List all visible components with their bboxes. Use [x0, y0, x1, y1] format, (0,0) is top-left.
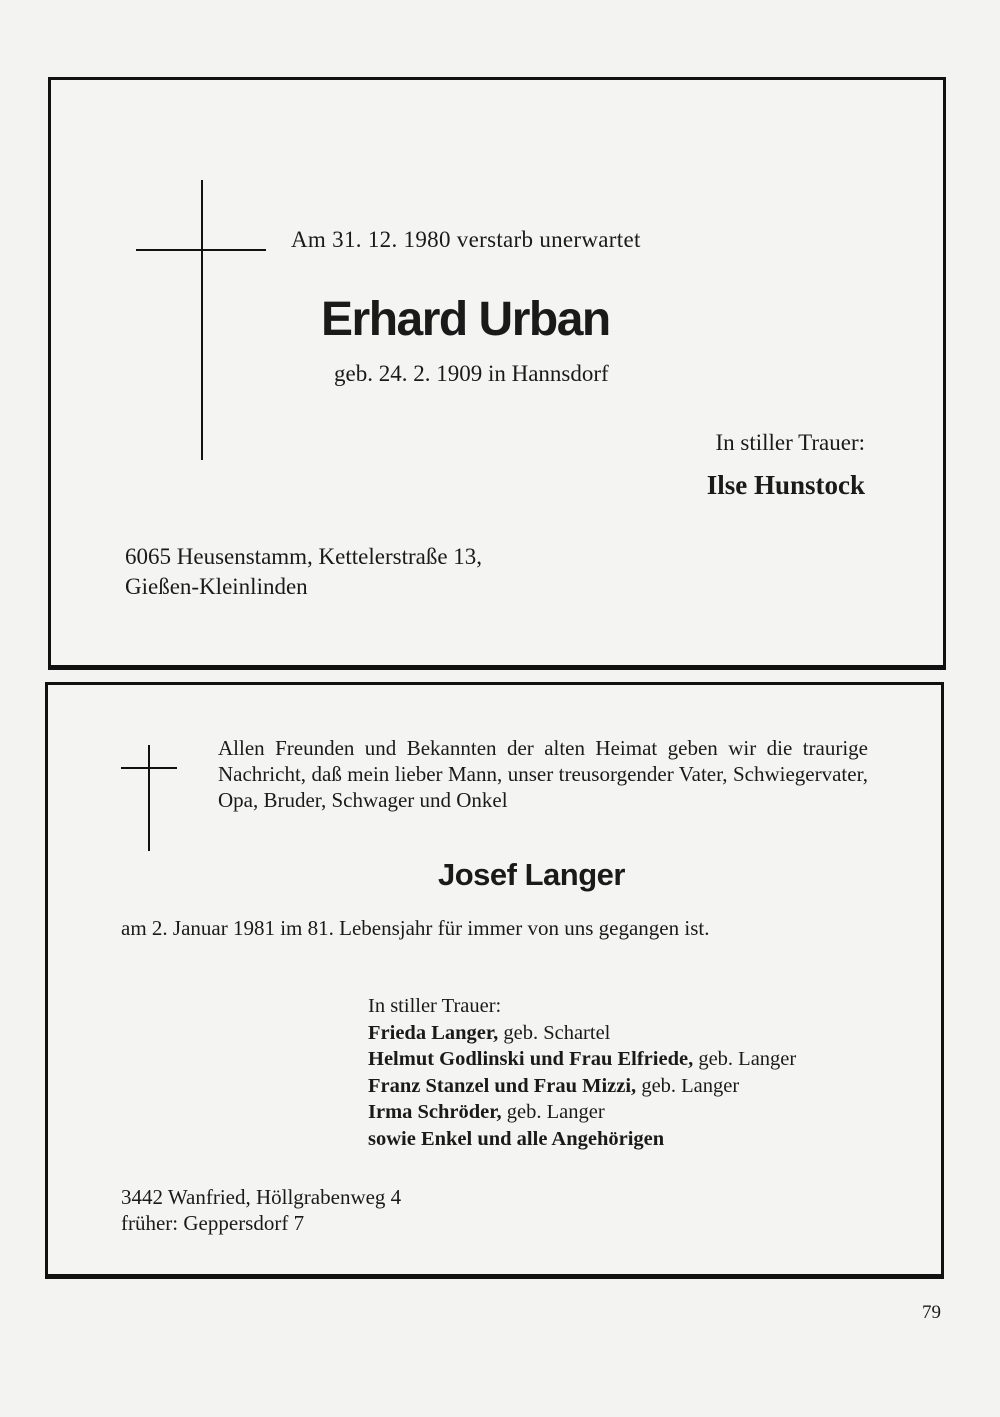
- cross-icon-vertical: [201, 180, 203, 460]
- obituary-notice-urban: [48, 77, 946, 670]
- mourner-entry: Franz Stanzel und Frau Mizzi, geb. Langer: [368, 1074, 740, 1097]
- death-announcement: Am 31. 12. 1980 verstarb unerwartet: [291, 227, 641, 252]
- cross-icon-horizontal: [136, 249, 266, 251]
- mourner-name: Ilse Hunstock: [706, 470, 865, 500]
- birth-info: geb. 24. 2. 1909 in Hannsdorf: [334, 361, 609, 386]
- cross-icon-vertical: [148, 745, 150, 851]
- death-statement: am 2. Januar 1981 im 81. Lebensjahr für immer von uns gegangen ist.: [121, 916, 710, 940]
- address-line: 3442 Wanfried, Höllgrabenweg 4: [121, 1185, 402, 1209]
- mourning-label: In stiller Trauer:: [368, 995, 502, 1017]
- deceased-name: Josef Langer: [438, 857, 625, 892]
- mourner-entry: sowie Enkel und alle Angehörigen: [368, 1127, 665, 1150]
- mourner-entry: Irma Schröder, geb. Langer: [368, 1101, 605, 1123]
- cross-icon-horizontal: [121, 767, 177, 769]
- deceased-name: Erhard Urban: [321, 293, 610, 346]
- address-line: früher: Geppersdorf 7: [121, 1211, 305, 1235]
- mourning-label: In stiller Trauer:: [715, 430, 865, 455]
- mourner-entry: Helmut Godlinski und Frau Elfriede, geb. Langer: [368, 1048, 797, 1070]
- mourners-list: [368, 993, 796, 1152]
- announcement-paragraph: Allen Freunden und Bekannten der alten Heimat geben wir die traurige Nachricht, daß mein lieber Mann, unser treusorgender Vater, Schwiegervater, Opa, Bruder, Schwager und Onkel: [218, 736, 868, 812]
- mourner-entry: Frieda Langer, geb. Schartel: [368, 1021, 611, 1044]
- address-line: Gießen-Kleinlinden: [125, 574, 308, 599]
- page-number: 79: [922, 1302, 941, 1323]
- address-line: 6065 Heusenstamm, Kettelerstraße 13,: [125, 544, 483, 569]
- obituary-notice-langer: [45, 682, 944, 1279]
